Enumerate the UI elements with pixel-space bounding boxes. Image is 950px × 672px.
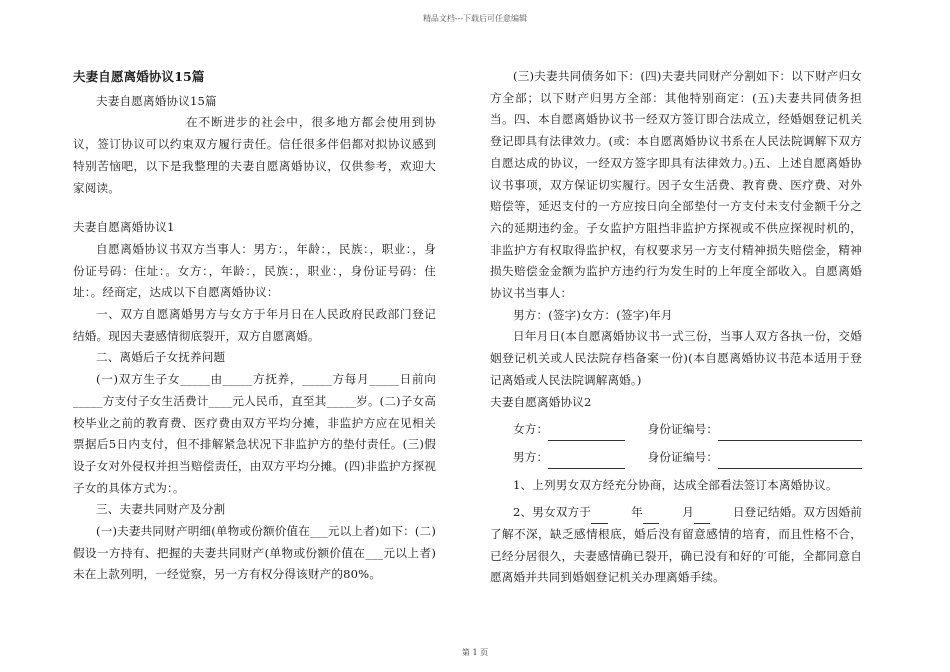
- signature-line: 男方：(签字)女方：(签字)年月: [513, 307, 673, 322]
- female-name-blank: [548, 426, 624, 441]
- right-column: [490, 66, 862, 589]
- month-label: 月: [682, 505, 695, 520]
- section-heading-1: 夫妻自愿离婚协议1: [73, 220, 175, 235]
- year-blank: [591, 509, 608, 524]
- intro-paragraph: 在不断进步的社会中，很多地方都会使用到协议，签订协议可以约束双方履行责任。信任很多伴侣都对拟协议感到特别苦恼吧，以下是我整理的夫妻自愿离婚协议，仅供参考，欢迎大家阅读。: [73, 115, 436, 195]
- clause-two-body: (一)双方生子女_____由_____方抚养，_____方每月_____日前向_____方支付子女生活费计____元人民币，直至其_____岁。(二)子女高校毕业之前的教育费、医疗费由双方平均分摊，非监护方应在见相关票据后5日内支付，但不排解紧急状况下非监护方的垫付责任。(三)假设子女对外侵权并担当赔偿责任，由双方平均分摊。(四)非监护方探视子女的具体方式为：。: [73, 372, 436, 495]
- clause-two-heading: 二、离婚后子女抚养问题: [96, 350, 226, 365]
- day-blank: [694, 509, 710, 524]
- male-info-line: [490, 447, 862, 469]
- clause-three-heading: 三、夫妻共同财产及分割: [96, 502, 226, 517]
- parties-paragraph: 自愿离婚协议书双方当事人：男方：，年龄：，民族：，职业：，身份证号码：住址：。女方：，年龄：，民族：，职业：，身份证号码：住址：。经商定，达成以下自愿离婚协议：: [73, 241, 436, 300]
- year-label: 年: [631, 505, 643, 520]
- page-header: 精品文档---下载后可任意编辑: [422, 14, 528, 23]
- male-label: 男方：: [513, 449, 549, 464]
- left-column: [73, 66, 436, 586]
- female-id-label: 身份证编号：: [647, 422, 719, 437]
- item-one: 1、上列男女双方经充分协商，达成全部看法签订本离婚协议。: [513, 477, 838, 492]
- month-blank: [643, 509, 659, 524]
- female-info-line: [490, 419, 862, 441]
- page-number: 第 1 页: [461, 648, 489, 657]
- male-name-blank: [548, 454, 624, 469]
- date-paragraph: 日年月日(本自愿离婚协议书一式三份，当事人双方各执一份，交婚姻登记机关或人民法院存档备案一份)(本自愿离婚协议书范本适用于登记离婚或人民法院调解离婚。): [490, 329, 862, 387]
- clause-three-body: (一)夫妻共同财产明细(单物或份额价值在___元以上者)如下：(二)假设一方持有、把握的夫妻共同财产(单物或份额价值在___元以上者)未在上款列明，一经觉察，另一方有权分得该财产的80%。: [73, 524, 436, 582]
- male-id-blank: [718, 454, 862, 469]
- item-two-tail: 日登记结婚。双方因婚前: [732, 505, 862, 520]
- document-subtitle: 夫妻自愿离婚协议15篇: [96, 93, 217, 108]
- item-two-body: 了解不深，缺乏感情根底，婚后没有留意感情的培育，而且性格不合，已经分居很久，夫妻感情确已裂开，确已没有和好的′可能，全都同意自愿离婚并共同到婚姻登记机关办理离婚手续。: [490, 527, 862, 585]
- female-id-blank: [718, 426, 862, 441]
- female-label: 女方：: [513, 422, 549, 437]
- item-two-first-line: [490, 502, 862, 524]
- debts-paragraph: (三)夫妻共同债务如下：(四)夫妻共同财产分割如下：以下财产归女方全部；以下财产归男方全部：其他特别商定：(五)夫妻共同债务担当。四、本自愿离婚协议书一经双方签订即合法成立，经婚姻登记机关登记即具有法律效力。(或：本自愿离婚协议书系在人民法院调解下双方自愿达成的协议，一经双方签字即具有法律效力。)五、上述自愿离婚协议书事项，双方保证切实履行。因子女生活费、教育费、医疗费、对外赔偿等，延迟支付的一方应按日向全部垫付一方支付未支付金额千分之六的延期违约金。子女监护方阻挡非监护方探视或不供应探视时机的，非监护方有权取得监护权，有权要求另一方支付精神损失赔偿金，精神损失赔偿金金额为监护方违约行为发生时的上年度全部收入。自愿离婚协议书当事人：: [490, 69, 862, 301]
- male-id-label: 身份证编号：: [647, 449, 719, 464]
- clause-one: 一、双方自愿离婚男方与女方于年月日在人民政府民政部门登记结婚。现因夫妻感情彻底裂开，双方自愿离婚。: [73, 307, 436, 343]
- item-two-prefix: 2、男女双方于: [513, 505, 591, 520]
- section-heading-2: 夫妻自愿离婚协议2: [490, 394, 592, 409]
- document-title: 夫妻自愿离婚协议15篇: [73, 69, 205, 84]
